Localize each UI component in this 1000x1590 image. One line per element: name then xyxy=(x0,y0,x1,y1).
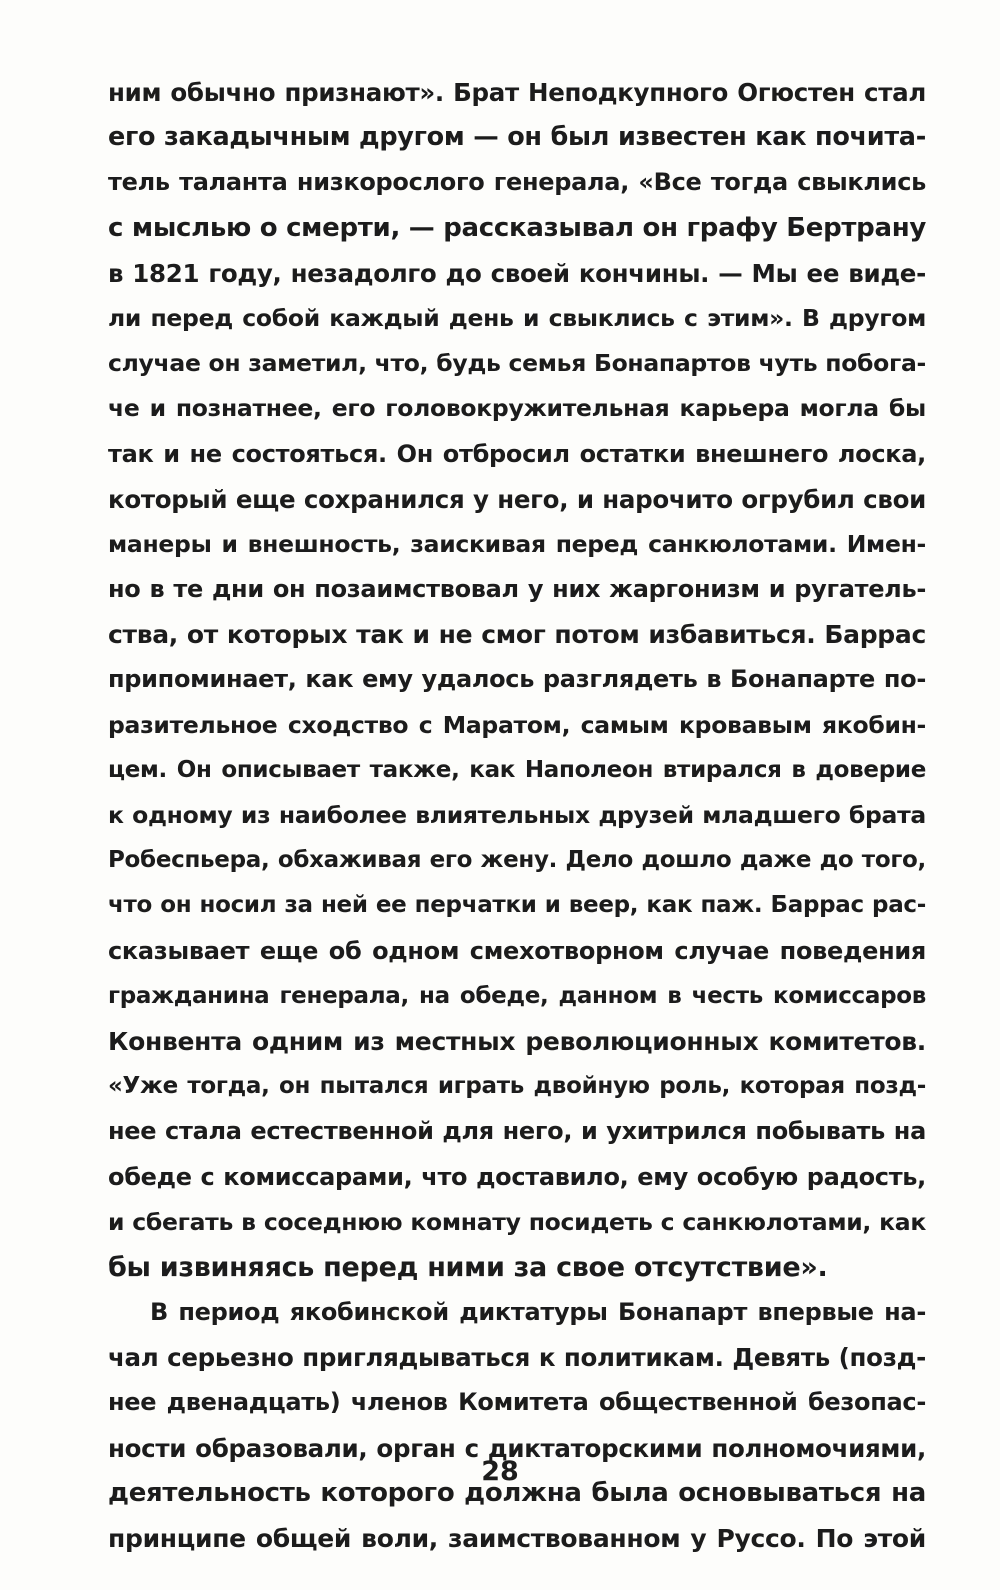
text-line: че и познатнее, его головокружительная карьера могла бы xyxy=(108,394,926,423)
paragraph-1 xyxy=(108,70,926,1290)
text-line: цем. Он описывает также, как Наполеон втирался в доверие xyxy=(108,756,926,783)
text-line: что он носил за ней ее перчатки и веер, как паж. Баррас рас- xyxy=(108,892,926,919)
text-line: ности образовали, орган с диктаторскими полномочиями, xyxy=(108,1433,926,1463)
text-line: разительное сходство с Маратом, самым кровавым якобин- xyxy=(108,710,926,739)
text-line: «Уже тогда, он пытался играть двойную роль, которая позд- xyxy=(108,1073,926,1100)
text-line: манеры и внешность, заискивая перед санкюлотами. Имен- xyxy=(108,529,926,558)
text-line: ним обычно признают». Брат Неподкупного Огюстен стал xyxy=(108,78,926,107)
text-line: тель таланта низкорослого генерала, «Все тогда свыклись xyxy=(108,168,926,197)
text-line: нее двенадцать) членов Комитета общественной безопас- xyxy=(108,1388,926,1417)
text-line: припоминает, как ему удалось разглядеть в Бонапарте по- xyxy=(108,665,926,694)
text-line: В период якобинской диктатуры Бонапарт впервые на- xyxy=(150,1298,926,1327)
text-line: его закадычным другом — он был известен как почита- xyxy=(108,122,926,153)
text-line: сказывает еще об одном смехотворном случае поведения xyxy=(108,936,926,965)
text-line: чал серьезно приглядываться к политикам. Девять (позд- xyxy=(108,1343,926,1373)
text-line: но в те дни он позаимствовал у них жаргонизм и ругатель- xyxy=(108,575,926,604)
text-line: так и не состояться. Он отбросил остатки внешнего лоска, xyxy=(108,439,926,468)
text-line: к одному из наиболее влиятельных друзей младшего брата xyxy=(108,801,926,829)
text-line: Конвента одним из местных революционных комитетов. xyxy=(108,1026,926,1056)
text-line: обеде с комиссарами, что доставило, ему особую радость, xyxy=(108,1162,926,1191)
text-line: принципе общей воли, заимствованном у Руссо. По этой xyxy=(108,1524,926,1553)
text-line: деятельность которого должна была основываться на xyxy=(108,1477,926,1508)
text-line: который еще сохранился у него, и нарочито огрубил свои xyxy=(108,484,926,514)
text-line: Робеспьера, обхаживая его жену. Дело дошло даже до того, xyxy=(108,847,926,874)
text-line: гражданина генерала, на обеде, данном в честь комиссаров xyxy=(108,982,926,1009)
text-line: ства, от которых так и не смог потом избавиться. Баррас xyxy=(108,620,926,650)
text-line: нее стала естественной для него, и ухитрился побывать на xyxy=(108,1117,926,1146)
text-line: и сбегать в соседнюю комнату посидеть с санкюлотами, как xyxy=(108,1207,926,1236)
text-line: в 1821 году, незадолго до своей кончины. — Мы ее виде- xyxy=(108,258,926,288)
text-line: бы извиняясь перед ними за свое отсутствие». xyxy=(108,1251,828,1283)
page-number: 28 xyxy=(481,1456,519,1487)
paragraph-2 xyxy=(108,1290,926,1561)
text-line: ли перед собой каждый день и свыклись с этим». В другом xyxy=(108,303,926,332)
text-line: случае он заметил, что, будь семья Бонапартов чуть побога- xyxy=(108,349,926,378)
body-text xyxy=(108,70,926,1561)
text-line: с мыслью о смерти, — рассказывал он графу Бертрану xyxy=(108,212,927,243)
